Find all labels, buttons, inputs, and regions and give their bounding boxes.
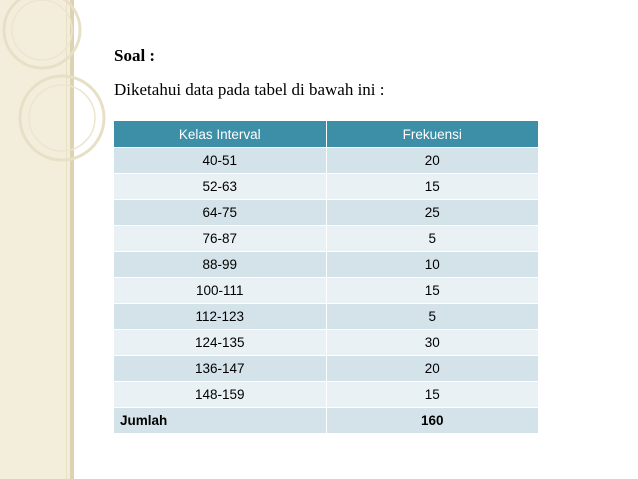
question-intro: Diketahui data pada tabel di bawah ini : (114, 80, 385, 99)
table-body (114, 148, 538, 434)
table-row (114, 304, 538, 330)
header-frekuensi: Frekuensi (326, 121, 538, 148)
header-kelas-interval: Kelas Interval (114, 121, 326, 148)
table-row (114, 226, 538, 252)
table-row (114, 174, 538, 200)
frequency-table (114, 121, 538, 433)
frekuensi-cell: 5 (326, 226, 538, 252)
frekuensi-cell: 20 (326, 356, 538, 382)
table-row (114, 200, 538, 226)
frekuensi-cell: 5 (326, 304, 538, 330)
total-label: Jumlah (114, 408, 326, 434)
table-row (114, 278, 538, 304)
kelas-interval-cell: 136-147 (114, 356, 326, 382)
table-row (114, 356, 538, 382)
total-row (114, 408, 538, 434)
frekuensi-cell: 30 (326, 330, 538, 356)
frekuensi-cell: 15 (326, 174, 538, 200)
table-row (114, 330, 538, 356)
question-heading: Soal : (114, 46, 156, 65)
kelas-interval-cell: 148-159 (114, 382, 326, 408)
table-row (114, 148, 538, 174)
frekuensi-cell: 15 (326, 278, 538, 304)
kelas-interval-cell: 124-135 (114, 330, 326, 356)
kelas-interval-cell: 52-63 (114, 174, 326, 200)
kelas-interval-cell: 112-123 (114, 304, 326, 330)
kelas-interval-cell: 64-75 (114, 200, 326, 226)
frekuensi-cell: 15 (326, 382, 538, 408)
total-value: 160 (326, 408, 538, 434)
kelas-interval-cell: 76-87 (114, 226, 326, 252)
kelas-interval-cell: 100-111 (114, 278, 326, 304)
kelas-interval-cell: 88-99 (114, 252, 326, 278)
table-header-row (114, 121, 538, 148)
kelas-interval-cell: 40-51 (114, 148, 326, 174)
table-row (114, 252, 538, 278)
frekuensi-cell: 20 (326, 148, 538, 174)
frekuensi-cell: 10 (326, 252, 538, 278)
frekuensi-cell: 25 (326, 200, 538, 226)
table-row (114, 382, 538, 408)
